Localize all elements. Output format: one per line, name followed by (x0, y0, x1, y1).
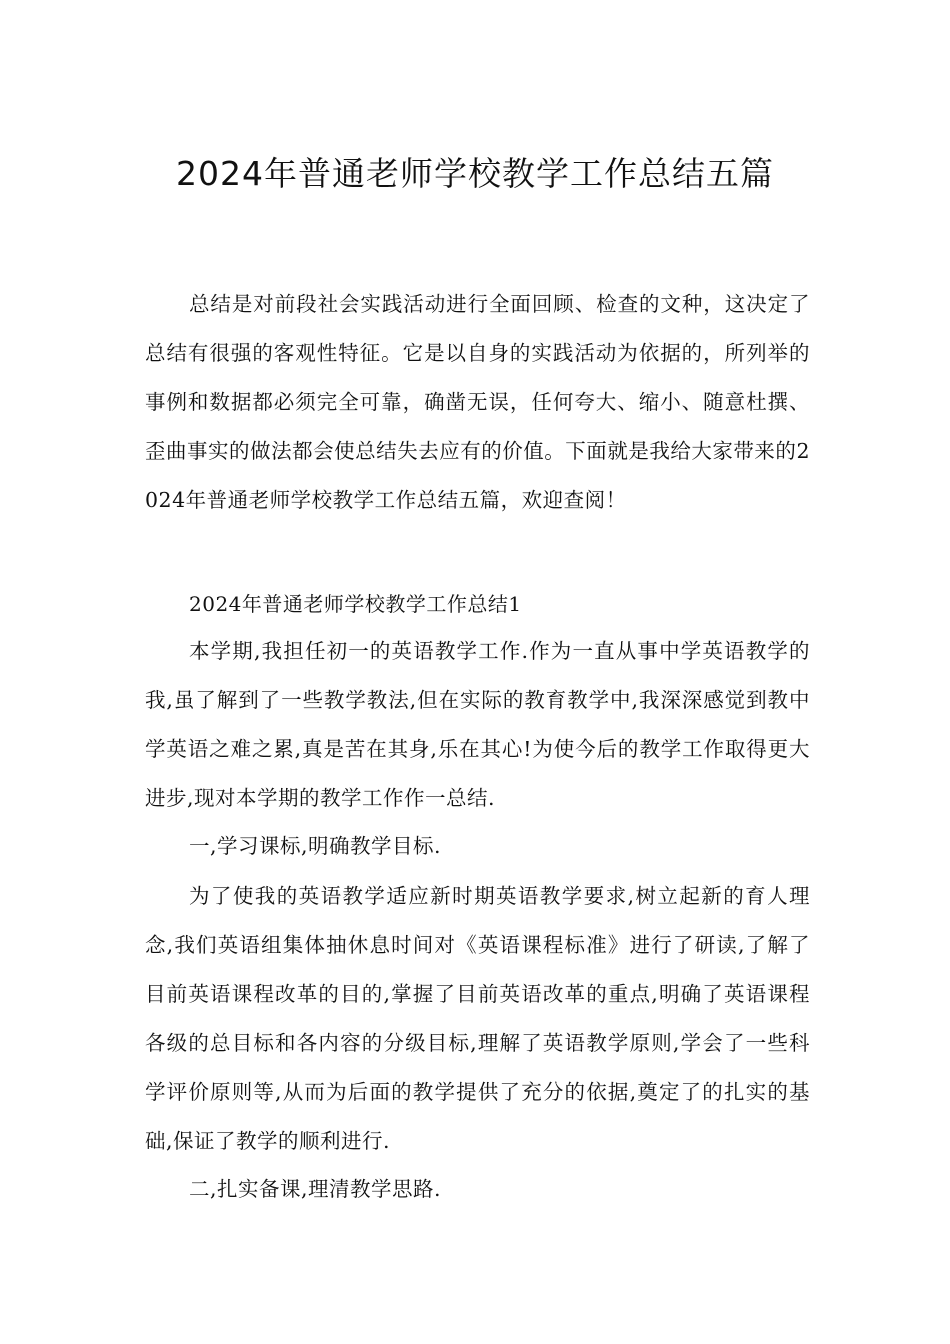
document-title: 2024年普通老师学校教学工作总结五篇 (176, 154, 774, 194)
section-title: 2024年普通老师学校教学工作总结1 (189, 592, 522, 616)
intro-paragraph: 总结是对前段社会实践活动进行全面回顾、检查的文种，这决定了总结有很强的客观性特征。它是以自身的实践活动为依据的，所列举的事例和数据都必须完全可靠，确凿无误，任何夸大、缩小、随意杜撰、歪曲事实的做法都会使总结失去应有的价值。下面就是我给大家带来的2024年普通老师学校教学工作总结五篇，欢迎查阅！ (145, 292, 810, 512)
section-heading-2: 二,扎实备课,理清教学思路. (189, 1177, 442, 1201)
section-heading-1: 一,学习课标,明确教学目标. (189, 834, 442, 858)
body-paragraph: 本学期,我担任初一的英语教学工作.作为一直从事中学英语教学的我,虽了解到了一些教学教法,但在实际的教育教学中,我深深感觉到教中学英语之难之累,真是苦在其身,乐在其心!为使今后的教学工作取得更大进步,现对本学期的教学工作作一总结. (145, 639, 810, 810)
body-paragraph-2: 为了使我的英语教学适应新时期英语教学要求,树立起新的育人理念,我们英语组集体抽休息时间对《英语课程标准》进行了研读,了解了目前英语课程改革的目的,掌握了目前英语改革的重点,明确了英语课程各级的总目标和各内容的分级目标,理解了英语教学原则,学会了一些科学评价原则等,从而为后面的教学提供了充分的依据,奠定了的扎实的基础,保证了教学的顺利进行. (145, 884, 810, 1153)
